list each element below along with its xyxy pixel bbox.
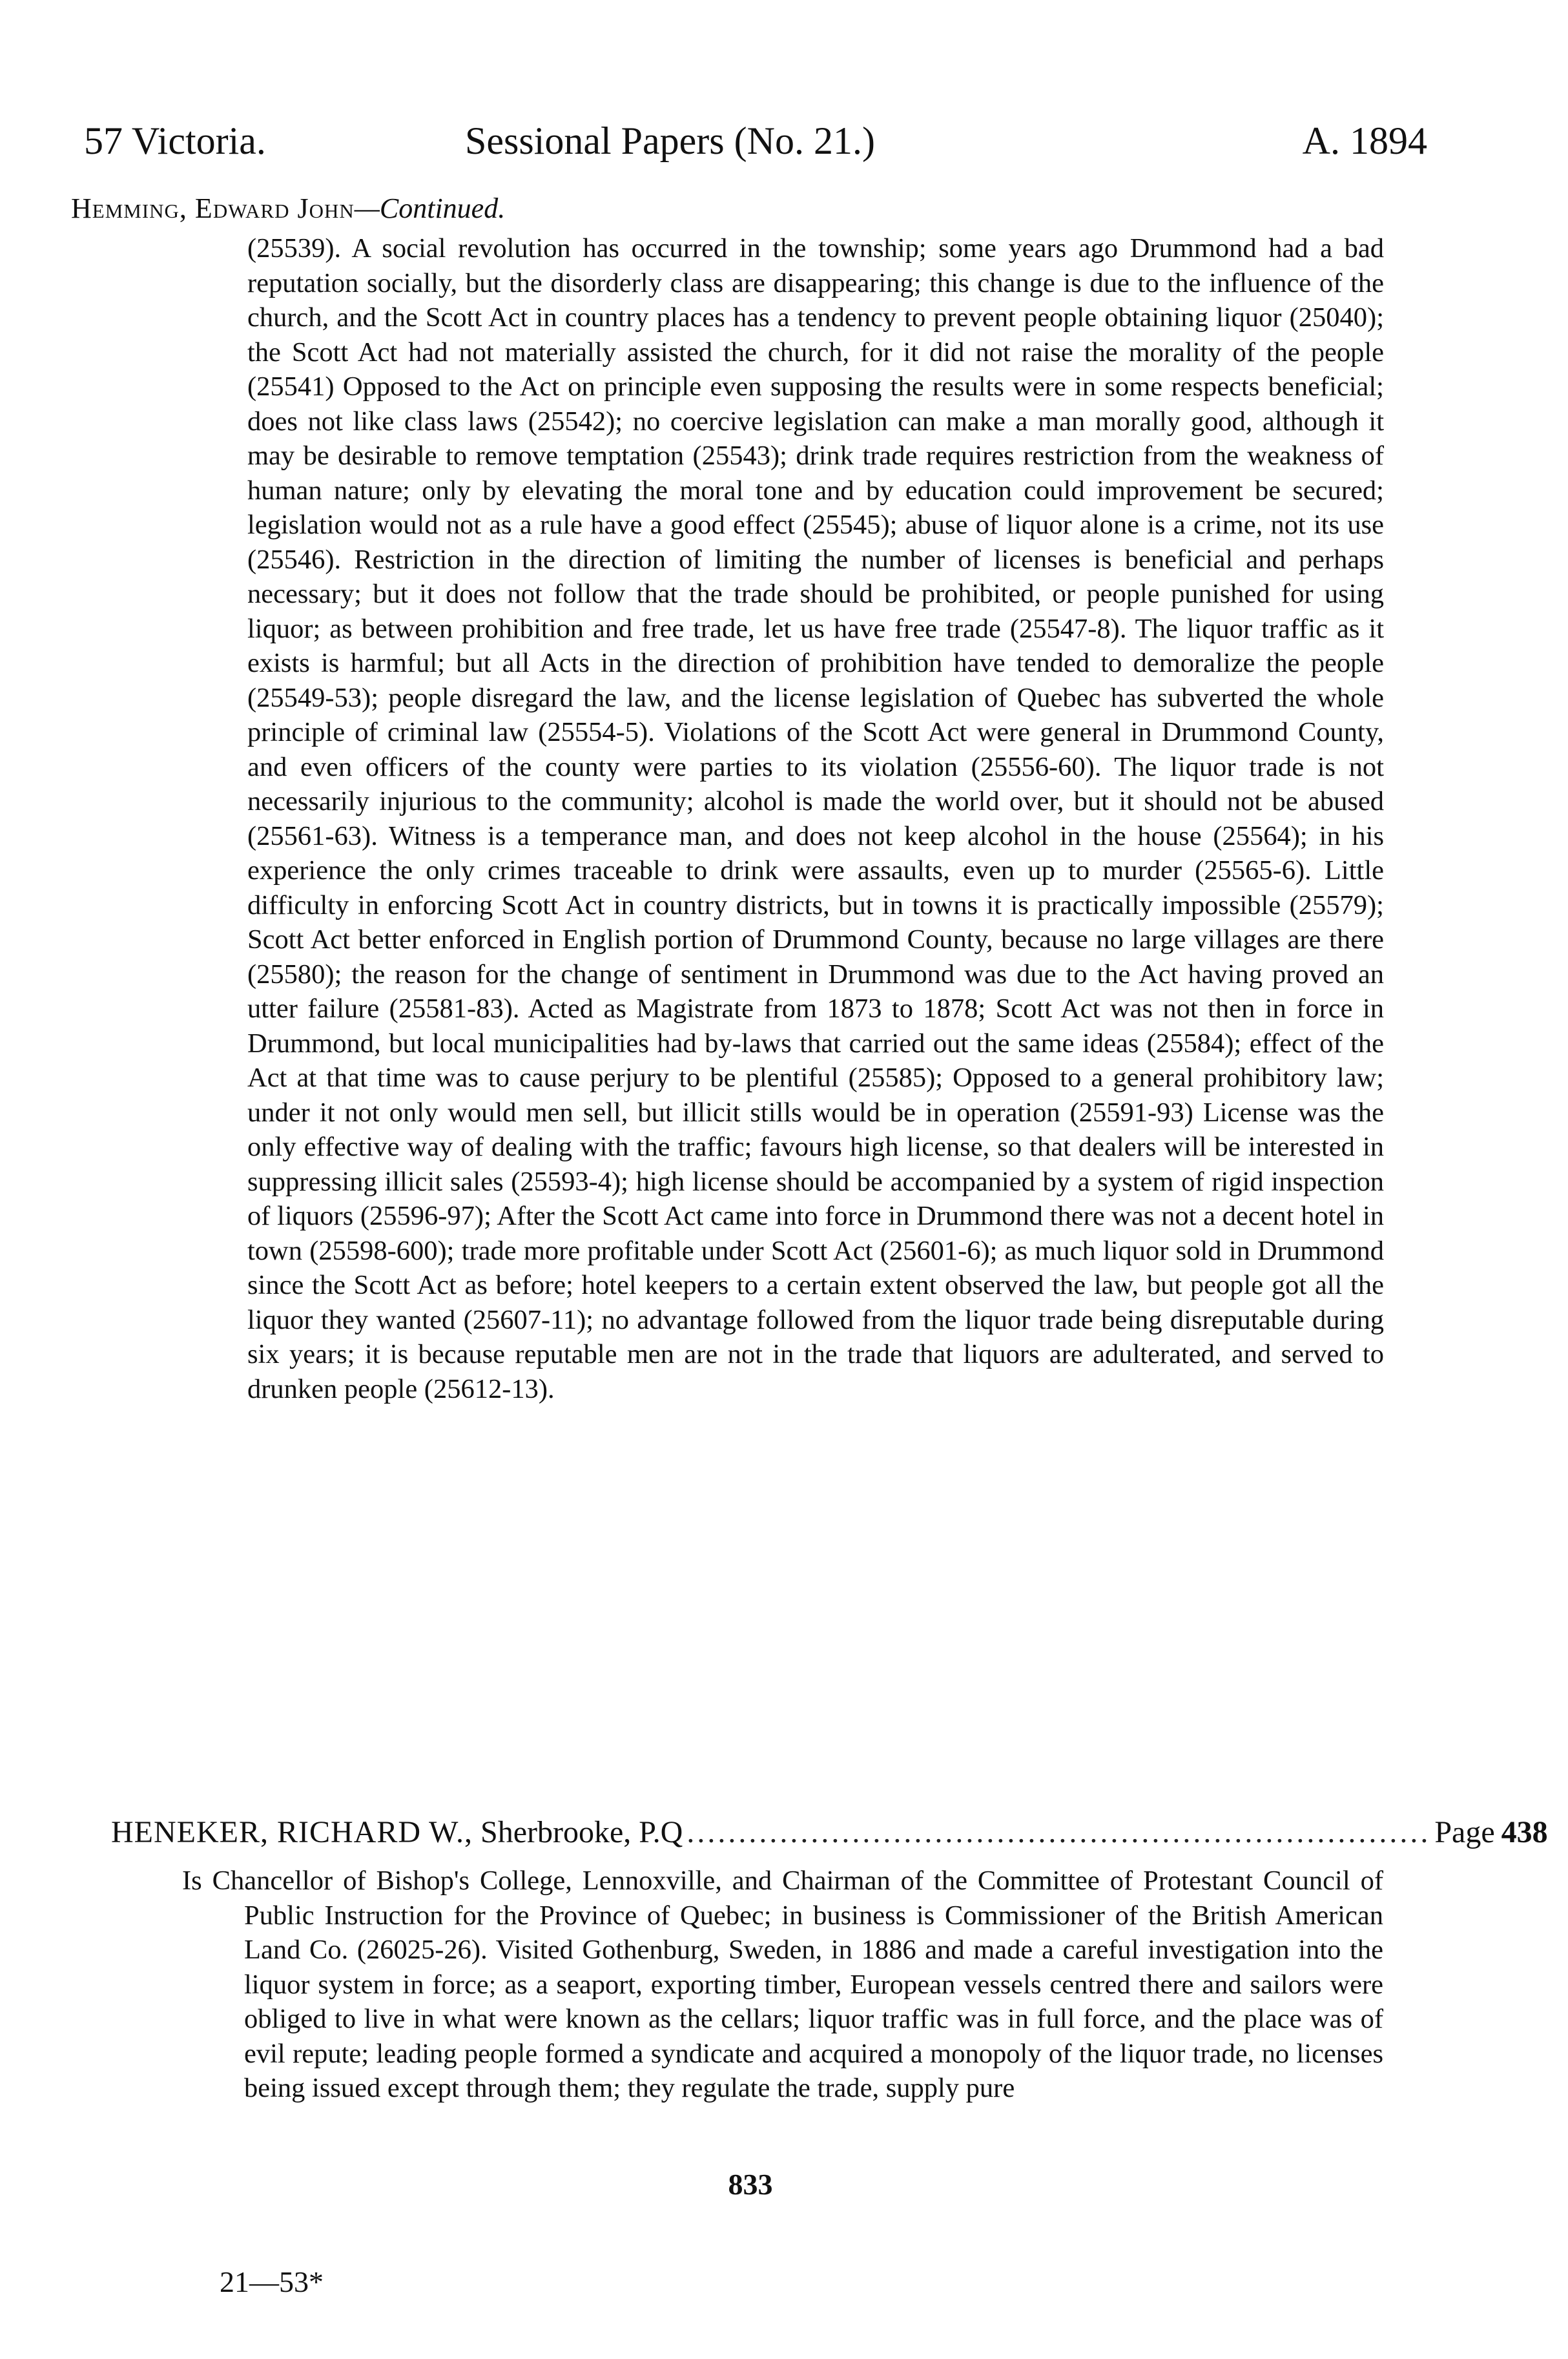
- entry-name: HENEKER, RICHARD W.,: [111, 1815, 473, 1849]
- header-series-title: Sessional Papers (No. 21.): [465, 120, 875, 162]
- continued-entry-name: Hemming, Edward John: [71, 192, 355, 224]
- header-year: A. 1894: [1302, 120, 1427, 162]
- entry-text: Is Chancellor of Bishop's College, Lennoxville, and Chairman of the Committee of Protestant Council of Public Instruction for the Province of Quebec; in business is Commissioner of the British American Land Co. (26025-26). Visited Gothenburg, Sweden, in 1886 and made a careful investigation into the liquor system in force; as a seaport, exporting timber, European vessels centred there and sailors were obliged to live in what were known as the cellars; liquor traffic was in full force, and the place was of evil repute; leading people formed a syndicate and acquired a monopoly of the liquor trade, no licenses being issued except through them; they regulate the trade, supply pure: [182, 1865, 1383, 2103]
- continued-label: —Continued.: [354, 192, 506, 224]
- header-regnal-year: 57 Victoria.: [84, 120, 266, 162]
- entry-location: Sherbrooke, P.Q: [480, 1815, 683, 1849]
- running-header: [84, 115, 1427, 167]
- entry-page-label: Page: [1434, 1815, 1495, 1849]
- continued-entry-heading: [71, 191, 505, 227]
- footer-signature: 21—53*: [220, 2265, 324, 2298]
- dot-leader: ........................................................................: [686, 1815, 1431, 1849]
- entry-page-number: 438: [1501, 1815, 1548, 1849]
- continued-entry-text: (25539). A social revolution has occurred in the township; some years ago Drummond had a bad reputation socially, but the disorderly class are disappearing; this change is due to the influence of the church, and the Scott Act in country places has a tendency to prevent people obtaining liquor (25040); the Scott Act had not materially assisted the church, for it did not raise the morality of the people (25541) Opposed to the Act on principle even supposing the results were in some respects beneficial; does not like class laws (25542); no coercive legislation can make a man morally good, although it may be desirable to remove temptation (25543); drink trade requires restriction from the weakness of human nature; only by elevating the moral tone and by education could improvement be secured; legislation would not as a rule have a good effect (25545); abuse of liquor alone is a crime, not its use (25546). Restriction in the direction of limiting the number of licenses is beneficial and perhaps necessary; but it does not follow that the trade should be prohibited, or people punished for using liquor; as between prohibition and free trade, let us have free trade (25547-8). The liquor traffic as it exists is harmful; but all Acts in the direction of prohibition have tended to demoralize the people (25549-53); people disregard the law, and the license legislation of Quebec has subverted the whole principle of criminal law (25554-5). Violations of the Scott Act were general in Drummond County, and even officers of the county were parties to its violation (25556-60). The liquor trade is not necessarily injurious to the community; alcohol is made the world over, but it should not be abused (25561-63). Witness is a temperance man, and does not keep alcohol in the house (25564); in his experience the only crimes traceable to drink were assaults, even up to murder (25565-6). Little difficulty in enforcing Scott Act in country districts, but in towns it is practically impossible (25579); Scott Act better enforced in English portion of Drummond County, because no large villages are there (25580); the reason for the change of sentiment in Drummond was due to the Act having proved an utter failure (25581-83). Acted as Magistrate from 1873 to 1878; Scott Act was not then in force in Drummond, but local municipalities had by-laws that carried out the same ideas (25584); effect of the Act at that time was to cause perjury to be plentiful (25585); Opposed to a general prohibitory law; under it not only would men sell, but illicit stills would be in operation (25591-93) License was the only effective way of dealing with the traffic; favours high license, so that dealers will be interested in suppressing illicit sales (25593-4); high license should be accompanied by a system of rigid inspection of liquors (25596-97); After the Scott Act came into force in Drummond there was not a decent hotel in town (25598-600); trade more profitable under Scott Act (25601-6); as much liquor sold in Drummond since the Scott Act as before; hotel keepers to a certain extent observed the law, but people got all the liquor they wanted (25607-11); no advantage followed from the liquor trade being disreputable during six years; it is because reputable men are not in the trade that liquors are adulterated, and served to drunken people (25612-13).: [247, 233, 1384, 1404]
- entry-heading: [111, 1812, 1548, 1853]
- page-number: 833: [728, 2168, 773, 2201]
